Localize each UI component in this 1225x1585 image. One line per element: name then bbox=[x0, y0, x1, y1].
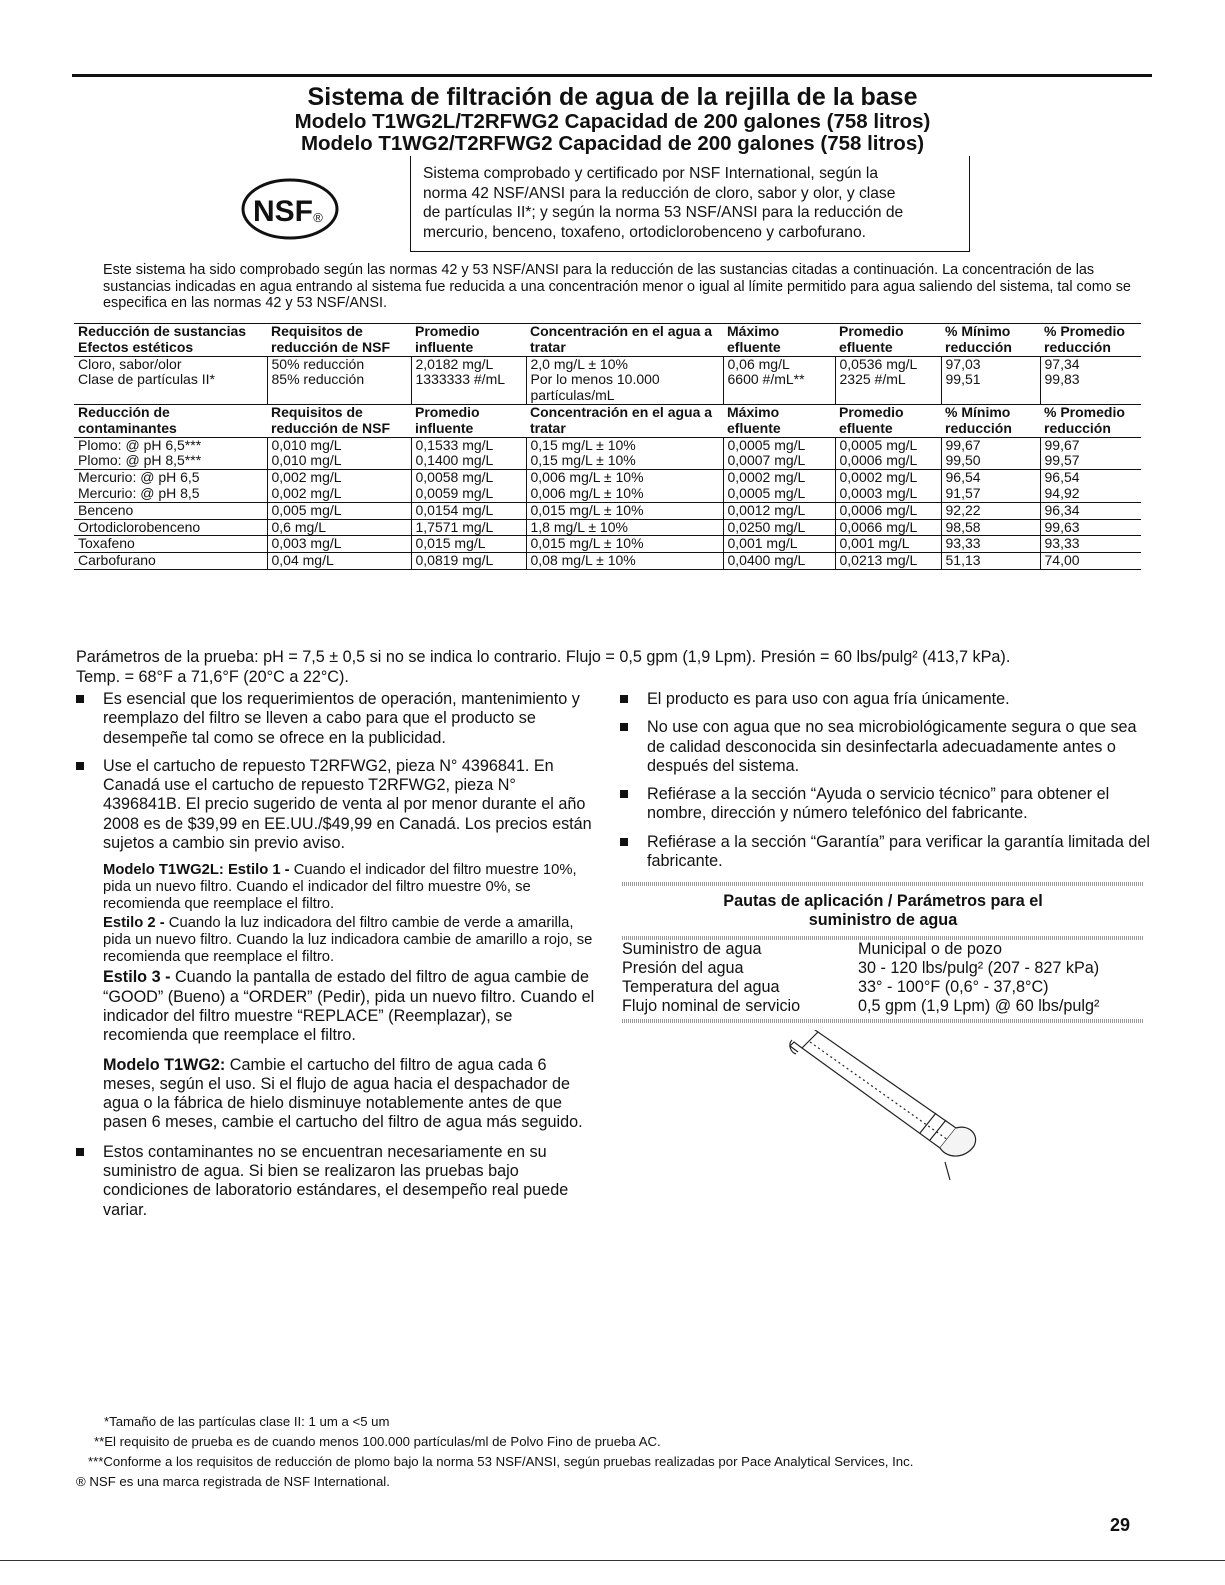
column-header: Reducción de contaminantes bbox=[74, 404, 267, 437]
table-row: Presión del agua 30 - 120 lbs/pulg² (207 - 827 kPa) bbox=[622, 959, 1100, 977]
bullet-square-icon bbox=[620, 838, 628, 846]
table-cell: Mercurio: @ pH 6,5 Mercurio: @ pH 8,5 bbox=[74, 470, 267, 503]
table-cell: 0,0005 mg/L 0,0006 mg/L bbox=[835, 437, 941, 470]
table-cell: 0,010 mg/L 0,010 mg/L bbox=[267, 437, 411, 470]
bullet-square-icon bbox=[76, 762, 84, 770]
table-cell: 96,54 94,92 bbox=[1040, 470, 1141, 503]
top-rule bbox=[72, 74, 1152, 77]
page-number: 29 bbox=[1110, 1515, 1131, 1535]
nsf-logo-text: NSF bbox=[253, 195, 313, 228]
table-cell: 0,0005 mg/L 0,0007 mg/L bbox=[723, 437, 835, 470]
table-cell: 1,7571 mg/L bbox=[411, 519, 526, 536]
guidelines-table bbox=[622, 940, 1144, 1016]
table-cell: 0,0154 mg/L bbox=[411, 502, 526, 519]
table-cell: 97,03 99,51 bbox=[941, 356, 1040, 404]
column-header: % Promedio reducción bbox=[1040, 404, 1141, 437]
bullet-item: Es esencial que los requerimientos de operación, mantenimiento y reemplazo del filtro se lleven a cabo para que el producto se desempeñe tal como se ofrece en la publicidad. bbox=[76, 690, 596, 748]
footnotes bbox=[76, 1412, 1156, 1492]
footnote: **El requisito de prueba es de cuando menos 100.000 partículas/ml de Polvo Fino de prueba AC. bbox=[94, 1434, 661, 1449]
cert-line: norma 42 NSF/ANSI para la reducción de cloro, sabor y olor, y clase bbox=[423, 184, 896, 202]
column-header: Máximo efluente bbox=[723, 404, 835, 437]
footnote: ® NSF es una marca registrada de NSF International. bbox=[76, 1474, 390, 1489]
guidelines-title: Pautas de aplicación / Parámetros para el suministro de agua bbox=[723, 892, 1043, 929]
right-column bbox=[620, 690, 1150, 880]
table-row: Temperatura del agua 33° - 100°F (0,6° - 37,8°C) bbox=[622, 978, 1049, 996]
table-row bbox=[74, 437, 1141, 470]
page-title: Sistema de filtración de agua de la rejilla de la base bbox=[307, 83, 918, 111]
column-header: % Mínimo reducción bbox=[941, 324, 1040, 357]
hatch-divider bbox=[622, 882, 1144, 886]
column-header: Requisitos de reducción de NSF bbox=[267, 404, 411, 437]
test-parameters-line-1: Parámetros de la prueba: pH = 7,5 ± 0,5 si no se indica lo contrario. Flujo = 0,5 gpm (1,9 Lpm). Presión = 60 lbs/pulg² (413,7 kPa). bbox=[76, 648, 1011, 666]
application-guidelines bbox=[622, 882, 1144, 1023]
table-cell: 0,04 mg/L bbox=[267, 553, 411, 570]
table-cell: 0,0536 mg/L 2325 #/mL bbox=[835, 356, 941, 404]
bullet-item: Estos contaminantes no se encuentran necesariamente en su suministro de agua. Si bien se realizaron las pruebas bajo condiciones de laboratorio estándares, el desempeño real puede variar. bbox=[76, 1143, 596, 1220]
table-row bbox=[74, 553, 1141, 570]
column-header: Promedio efluente bbox=[835, 404, 941, 437]
bullet-item: Refiérase a la sección “Ayuda o servicio técnico” para obtener el nombre, dirección y número telefónico del fabricante. bbox=[620, 785, 1150, 824]
bullet-item: Refiérase a la sección “Garantía” para verificar la garantía limitada del fabricante. bbox=[620, 833, 1150, 872]
water-filter-cartridge-icon bbox=[780, 1030, 990, 1190]
table-cell: 0,001 mg/L bbox=[835, 536, 941, 553]
test-parameters bbox=[76, 648, 1156, 687]
certification-box bbox=[410, 156, 970, 252]
column-header: Promedio influente bbox=[411, 324, 526, 357]
table-cell: 0,0002 mg/L 0,0003 mg/L bbox=[835, 470, 941, 503]
style-1-instructions: Modelo T1WG2L: Estilo 1 - Cuando el indicador del filtro muestre 10%, pida un nuevo filtro. Cuando el indicador del filtro muestre 0%, se recomienda que reemplace el filtro. bbox=[103, 862, 577, 913]
table-cell: 96,54 91,57 bbox=[941, 470, 1040, 503]
table-cell: 2,0 mg/L ± 10% Por lo menos 10.000 partículas/mL bbox=[526, 356, 723, 404]
column-header: Promedio influente bbox=[411, 404, 526, 437]
table-row: Flujo nominal de servicio 0,5 gpm (1,9 Lpm) @ 60 lbs/pulg² bbox=[622, 997, 1100, 1015]
table-cell: 0,0213 mg/L bbox=[835, 553, 941, 570]
table-cell: 0,015 mg/L ± 10% bbox=[526, 536, 723, 553]
table-cell: Plomo: @ pH 6,5*** Plomo: @ pH 8,5*** bbox=[74, 437, 267, 470]
table-cell: 0,001 mg/L bbox=[723, 536, 835, 553]
table-row bbox=[74, 519, 1141, 536]
table-cell: 0,005 mg/L bbox=[267, 502, 411, 519]
nsf-registered-mark: ® bbox=[313, 210, 323, 225]
table-cell: 0,0012 mg/L bbox=[723, 502, 835, 519]
table-cell: Benceno bbox=[74, 502, 267, 519]
bullet-square-icon bbox=[620, 695, 628, 703]
table-cell: 0,08 mg/L ± 10% bbox=[526, 553, 723, 570]
table-cell: 0,006 mg/L ± 10% 0,006 mg/L ± 10% bbox=[526, 470, 723, 503]
column-header: Máximo efluente bbox=[723, 324, 835, 357]
performance-table bbox=[74, 323, 1141, 570]
table-cell: 0,0400 mg/L bbox=[723, 553, 835, 570]
cert-line: Sistema comprobado y certificado por NSF International, según la bbox=[423, 165, 879, 182]
column-header: Concentración en el agua a tratar bbox=[526, 324, 723, 357]
left-column bbox=[76, 690, 596, 1229]
table-cell: 93,33 bbox=[941, 536, 1040, 553]
column-header: Requisitos de reducción de NSF bbox=[267, 324, 411, 357]
table-row bbox=[74, 502, 1141, 519]
table-cell: 0,0002 mg/L 0,0005 mg/L bbox=[723, 470, 835, 503]
table-cell: 0,015 mg/L bbox=[411, 536, 526, 553]
bullet-square-icon bbox=[76, 1148, 84, 1156]
intro-paragraph: Este sistema ha sido comprobado según las normas 42 y 53 NSF/ANSI para la reducción de las sustancias citadas a continuación. La concentración de las sustancias indicadas en agua entrando al sistema fue reducida a una concentración menor o igual al límite permitido para agua saliendo del sistema, tal como se especifica en las normas 42 y 53 NSF/ANSI. bbox=[103, 262, 1131, 311]
bullet-item: El producto es para uso con agua fría únicamente. bbox=[620, 690, 1150, 709]
table-cell: Ortodiclorobenceno bbox=[74, 519, 267, 536]
model-line-1: Modelo T1WG2L/T2RFWG2 Capacidad de 200 galones (758 litros) bbox=[294, 110, 931, 133]
bullet-item: Use el cartucho de repuesto T2RFWG2, pieza N° 4396841. En Canadá use el cartucho de repuesto T2RFWG2, pieza N° 4396841B. El precio sugerido de venta al por menor durante el año 2008 es de $39,99 en EE.UU./$49,99 en Canadá. Los precios están sujetos a cambio sin previo aviso. bbox=[76, 757, 596, 853]
table-row bbox=[74, 470, 1141, 503]
table-cell: 2,0182 mg/L 1333333 #/mL bbox=[411, 356, 526, 404]
table-cell: 99,67 99,50 bbox=[941, 437, 1040, 470]
table-cell: 0,015 mg/L ± 10% bbox=[526, 502, 723, 519]
style-3-instructions: Estilo 3 - Cuando la pantalla de estado del filtro de agua cambie de “GOOD” (Bueno) a “ORDER” (Pedir), pida un nuevo filtro. Cuando el indicador del filtro muestre “REPLACE” (Reemplazar), se recomienda que reemplace el filtro. bbox=[103, 968, 595, 1045]
table-cell: Carbofurano bbox=[74, 553, 267, 570]
footnote: *Tamaño de las partículas clase II: 1 um a <5 um bbox=[104, 1414, 390, 1429]
column-header: Reducción de sustancias Efectos estéticos bbox=[74, 324, 267, 357]
table-cell: Cloro, sabor/olor Clase de partículas II* bbox=[74, 356, 267, 404]
cert-line: de partículas II*; y según la norma 53 NSF/ANSI para la reducción de bbox=[423, 204, 904, 221]
table-cell: 0,003 mg/L bbox=[267, 536, 411, 553]
table-cell: 93,33 bbox=[1040, 536, 1141, 553]
model-t1wg2-instructions: Modelo T1WG2: Cambie el cartucho del filtro de agua cada 6 meses, según el uso. Si el flujo de agua hacia el despachador de agua o la fábrica de hielo disminuye notablemente antes de que pasen 6 meses, cambie el cartucho del filtro de agua más seguido. bbox=[103, 1055, 583, 1132]
table-cell: 0,0819 mg/L bbox=[411, 553, 526, 570]
bullet-square-icon bbox=[620, 723, 628, 731]
table-cell: 99,63 bbox=[1040, 519, 1141, 536]
table-header-row bbox=[74, 404, 1141, 437]
column-header: Concentración en el agua a tratar bbox=[526, 404, 723, 437]
table-cell: 0,06 mg/L 6600 #/mL** bbox=[723, 356, 835, 404]
table-cell: 97,34 99,83 bbox=[1040, 356, 1141, 404]
table-row bbox=[74, 356, 1141, 404]
table-row: Suministro de agua Municipal o de pozo bbox=[622, 940, 1002, 958]
table-cell: 50% reducción 85% reducción bbox=[267, 356, 411, 404]
bottom-rule bbox=[0, 1560, 1225, 1561]
bullet-square-icon bbox=[620, 790, 628, 798]
table-cell: 0,0058 mg/L 0,0059 mg/L bbox=[411, 470, 526, 503]
table-cell: 0,0066 mg/L bbox=[835, 519, 941, 536]
model-line-2: Modelo T1WG2/T2RFWG2 Capacidad de 200 galones (758 litros) bbox=[300, 132, 925, 155]
column-header: % Mínimo reducción bbox=[941, 404, 1040, 437]
table-cell: 96,34 bbox=[1040, 502, 1141, 519]
table-cell: 51,13 bbox=[941, 553, 1040, 570]
bullet-square-icon bbox=[76, 695, 84, 703]
table-cell: 0,15 mg/L ± 10% 0,15 mg/L ± 10% bbox=[526, 437, 723, 470]
table-cell: 0,0006 mg/L bbox=[835, 502, 941, 519]
table-cell: 74,00 bbox=[1040, 553, 1141, 570]
table-cell: 0,0250 mg/L bbox=[723, 519, 835, 536]
cert-line: mercurio, benceno, toxafeno, ortodiclorobenceno y carbofurano. bbox=[423, 223, 866, 241]
bullet-item: No use con agua que no sea microbiológicamente segura o que sea de calidad desconocida sin desinfectarla adecuadamente antes o después del sistema. bbox=[620, 718, 1150, 776]
style-2-instructions: Estilo 2 - Cuando la luz indicadora del filtro cambie de verde a amarilla, pida un nuevo filtro. Cuando la luz indicadora cambie de amarillo a rojo, se recomienda que reemplace el filtro. bbox=[103, 915, 593, 966]
table-header-row bbox=[74, 324, 1141, 357]
table-cell: 0,6 mg/L bbox=[267, 519, 411, 536]
column-header: Promedio efluente bbox=[835, 324, 941, 357]
table-cell: 0,002 mg/L 0,002 mg/L bbox=[267, 470, 411, 503]
column-header: % Promedio reducción bbox=[1040, 324, 1141, 357]
table-cell: 1,8 mg/L ± 10% bbox=[526, 519, 723, 536]
hatch-divider bbox=[622, 1019, 1144, 1023]
table-cell: 0,1533 mg/L 0,1400 mg/L bbox=[411, 437, 526, 470]
table-cell: 99,67 99,57 bbox=[1040, 437, 1141, 470]
table-cell: Toxafeno bbox=[74, 536, 267, 553]
nsf-logo-icon bbox=[240, 178, 340, 240]
table-row bbox=[74, 536, 1141, 553]
footnote: ***Conforme a los requisitos de reducción de plomo bajo la norma 53 NSF/ANSI, según pruebas realizadas por Pace Analytical Services, Inc. bbox=[88, 1454, 914, 1469]
test-parameters-line-2: Temp. = 68°F a 71,6°F (20°C a 22°C). bbox=[76, 667, 349, 686]
table-cell: 92,22 bbox=[941, 502, 1040, 519]
table-cell: 98,58 bbox=[941, 519, 1040, 536]
